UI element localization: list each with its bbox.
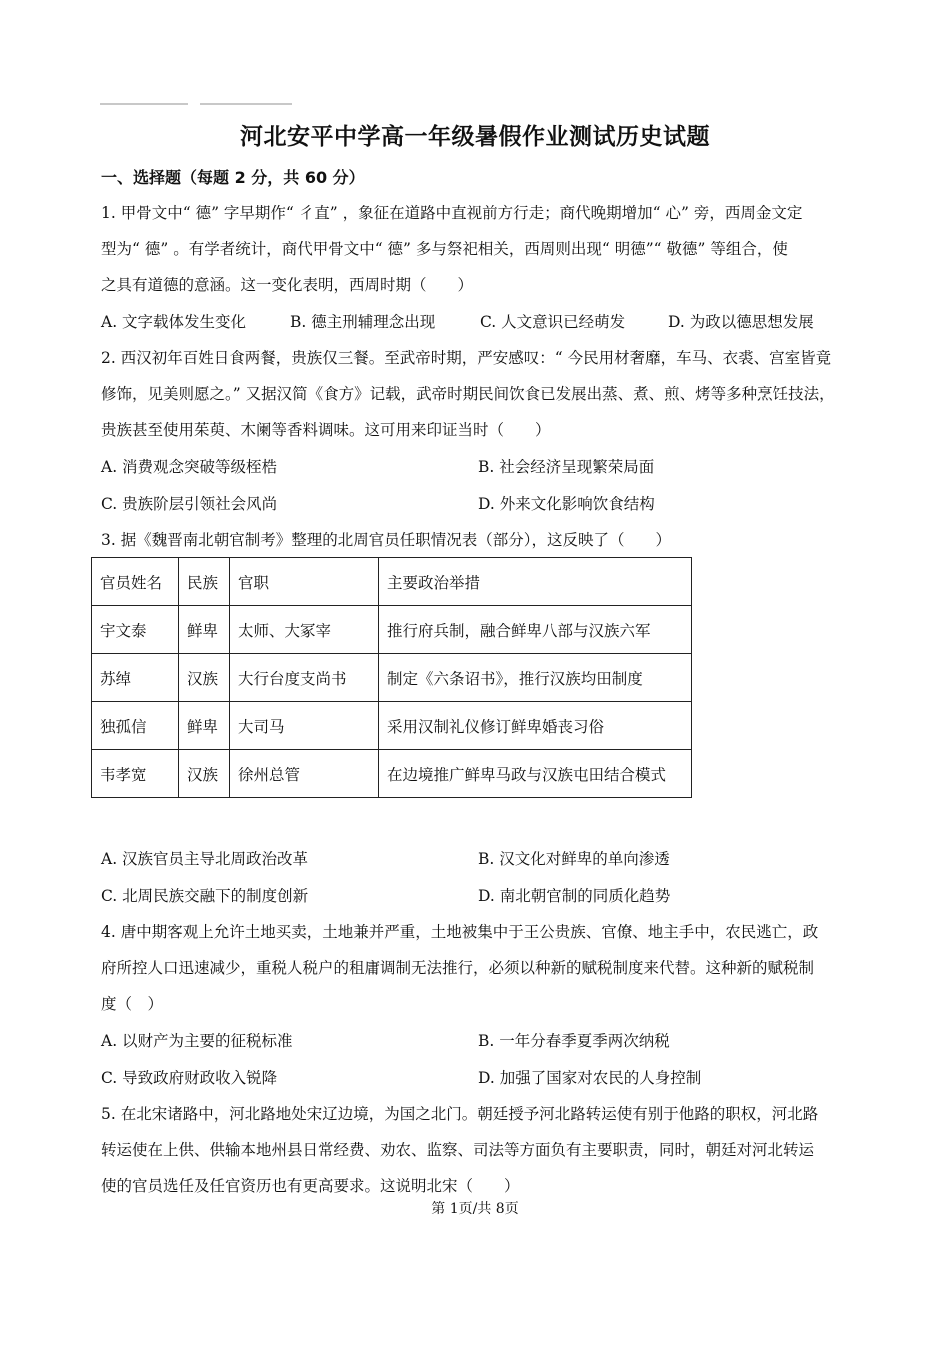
table-row bbox=[92, 654, 692, 702]
table-cell: 独孤信 bbox=[92, 702, 179, 750]
question-4-line: 府所控人口迅速减少，重税人税户的租庸调制无法推行，必须以种新的赋税制度来代替。这种新的赋税制 bbox=[101, 959, 815, 977]
official-table bbox=[91, 557, 692, 798]
table-cell: 鲜卑 bbox=[179, 702, 230, 750]
table-row bbox=[92, 606, 692, 654]
q4-option-d[interactable]: D. 加强了国家对农民的人身控制 bbox=[478, 1069, 702, 1087]
q2-option-c[interactable]: C. 贵族阶层引领社会风尚 bbox=[101, 495, 278, 513]
table-cell: 宇文泰 bbox=[92, 606, 179, 654]
question-3-stem: 3. 据《魏晋南北朝官制考》整理的北周官员任职情况表（部分），这反映了（ ） bbox=[101, 531, 671, 549]
question-5-line: 5. 在北宋诸路中，河北路地处宋辽边境，为国之北门。朝廷授予河北路转运使有别于他路的职权，河北路 bbox=[101, 1105, 819, 1123]
q1-option-b[interactable]: B. 德主刑辅理念出现 bbox=[290, 313, 436, 331]
question-1-line: 1. 甲骨文中“ 德” 字早期作“ 彳直” ，象征在道路中直视前方行走；商代晚期增加“ 心” 旁，西周金文定 bbox=[101, 204, 803, 222]
table-cell: 推行府兵制，融合鲜卑八部与汉族六军 bbox=[379, 606, 692, 654]
q2-option-d[interactable]: D. 外来文化影响饮食结构 bbox=[478, 495, 655, 513]
table-cell: 采用汉制礼仪修订鲜卑婚丧习俗 bbox=[379, 702, 692, 750]
section-heading: 一、选择题（每题 2 分，共 60 分） bbox=[101, 168, 365, 187]
question-5-line: 转运使在上供、供输本地州县日常经费、劝农、监察、司法等方面负有主要职责，同时，朝廷对河北转运 bbox=[101, 1141, 815, 1159]
table-cell: 大行台度支尚书 bbox=[230, 654, 379, 702]
question-4-line: 4. 唐中期客观上允许土地买卖，土地兼并严重，土地被集中于王公贵族、官僚、地主手中，农民逃亡，政 bbox=[101, 923, 819, 941]
q1-option-a[interactable]: A. 文字载体发生变化 bbox=[101, 313, 247, 331]
table-cell: 韦孝宽 bbox=[92, 750, 179, 798]
table-cell: 在边境推广鲜卑马政与汉族屯田结合模式 bbox=[379, 750, 692, 798]
table-cell: 大司马 bbox=[230, 702, 379, 750]
table-header-row bbox=[92, 558, 692, 606]
q2-option-b[interactable]: B. 社会经济呈现繁荣局面 bbox=[478, 458, 655, 476]
decorative-line bbox=[100, 103, 188, 105]
q4-option-b[interactable]: B. 一年分春季夏季两次纳税 bbox=[478, 1032, 670, 1050]
page-title: 河北安平中学高一年级暑假作业测试历史试题 bbox=[240, 124, 710, 150]
page-footer: 第 1页/共 8页 bbox=[431, 1201, 519, 1217]
table-row bbox=[92, 750, 692, 798]
q1-option-c[interactable]: C. 人文意识已经萌发 bbox=[480, 313, 626, 331]
question-4-line: 度（ ） bbox=[101, 995, 164, 1013]
table-header-cell: 主要政治举措 bbox=[379, 558, 692, 606]
table-cell: 徐州总管 bbox=[230, 750, 379, 798]
question-5-line: 使的官员选任及任官资历也有更高要求。这说明北宋（ ） bbox=[101, 1177, 520, 1195]
table-row bbox=[92, 702, 692, 750]
table-cell: 太师、大冢宰 bbox=[230, 606, 379, 654]
table-cell: 汉族 bbox=[179, 750, 230, 798]
decorative-line bbox=[200, 103, 292, 105]
table-header-cell: 官员姓名 bbox=[92, 558, 179, 606]
question-2-line: 贵族甚至使用茱萸、木阑等香料调味。这可用来印证当时（ ） bbox=[101, 421, 551, 439]
question-1-line: 型为“ 德” 。有学者统计，商代甲骨文中“ 德” 多与祭祀相关，西周则出现“ 明德”“ 敬德” 等组合，使 bbox=[101, 240, 788, 258]
question-2-line: 2. 西汉初年百姓日食两餐，贵族仅三餐。至武帝时期，严安感叹：“ 今民用材奢靡，车马、衣裘、宫室皆竟 bbox=[101, 349, 832, 367]
table-cell: 苏绰 bbox=[92, 654, 179, 702]
q3-option-d[interactable]: D. 南北朝官制的同质化趋势 bbox=[478, 887, 671, 905]
table-header-cell: 官职 bbox=[230, 558, 379, 606]
q4-option-c[interactable]: C. 导致政府财政收入锐降 bbox=[101, 1069, 278, 1087]
q3-option-b[interactable]: B. 汉文化对鲜卑的单向渗透 bbox=[478, 850, 670, 868]
q1-option-d[interactable]: D. 为政以德思想发展 bbox=[668, 313, 814, 331]
q4-option-a[interactable]: A. 以财产为主要的征税标准 bbox=[101, 1032, 293, 1050]
table-header-cell: 民族 bbox=[179, 558, 230, 606]
q3-option-c[interactable]: C. 北周民族交融下的制度创新 bbox=[101, 887, 309, 905]
question-2-line: 修饰，见美则愿之。” 又据汉简《食方》记载，武帝时期民间饮食已发展出蒸、煮、煎、烤等多种烹饪技法， bbox=[101, 385, 835, 403]
table-cell: 鲜卑 bbox=[179, 606, 230, 654]
table-cell: 汉族 bbox=[179, 654, 230, 702]
table-cell: 制定《六条诏书》，推行汉族均田制度 bbox=[379, 654, 692, 702]
q3-option-a[interactable]: A. 汉族官员主导北周政治改革 bbox=[101, 850, 309, 868]
q2-option-a[interactable]: A. 消费观念突破等级桎梏 bbox=[101, 458, 278, 476]
question-1-line: 之具有道德的意涵。这一变化表明，西周时期（ ） bbox=[101, 276, 474, 294]
